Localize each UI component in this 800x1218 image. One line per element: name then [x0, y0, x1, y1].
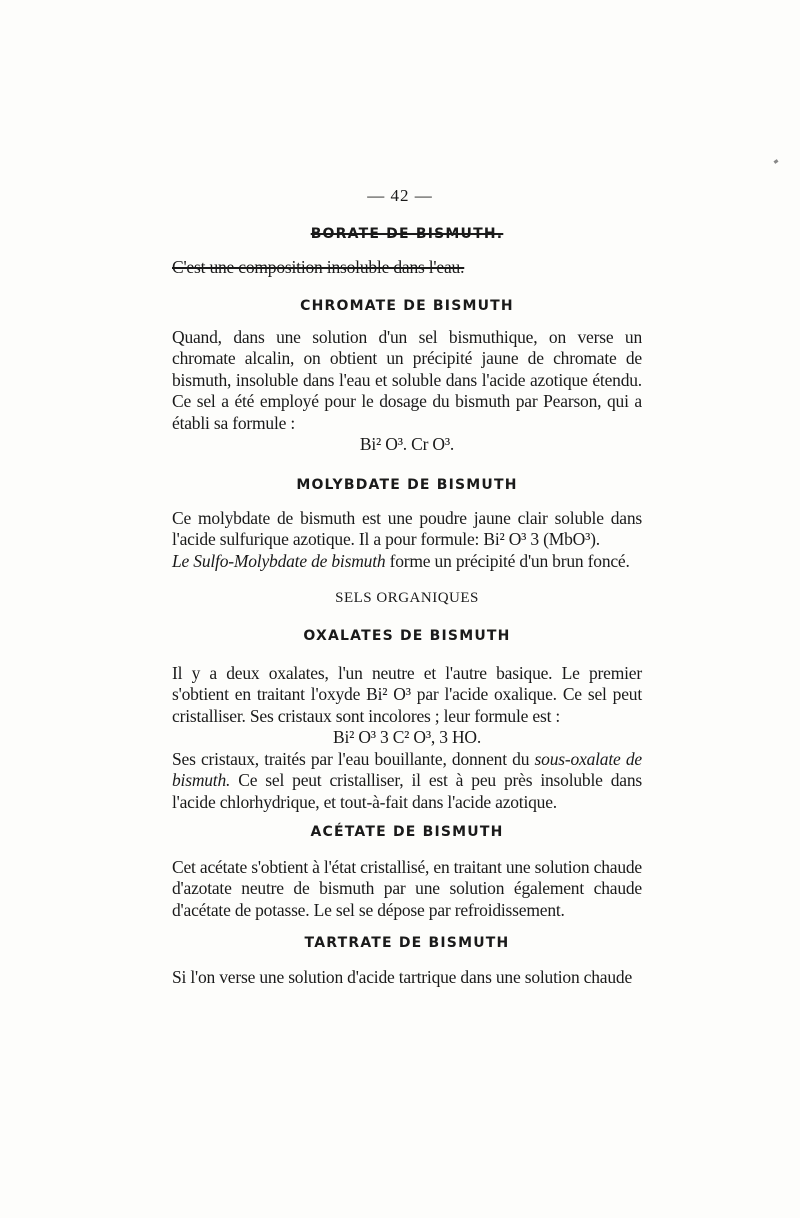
chromate-text: Quand, dans une solution d'un sel bismuthique, on verse un chromate alcalin, on obtient un précipité jaune de chromate de bismuth, insoluble dans l'eau et soluble dans l'acide azotique étendu. Ce sel a été employé pour le dosage du bismuth par Pearson, qui a établi sa formule :: [172, 326, 642, 433]
acetate-text: Cet acétate s'obtient à l'état cristallisé, en traitant une solution chaude d'azotate neutre de bismuth par une solution également chaude d'acétate de potasse. Le sel se dépose par refroidissement.: [172, 856, 642, 920]
heading-oxalates: OXALATES DE BISMUTH: [303, 628, 511, 644]
page-number: — 42 —: [367, 186, 433, 205]
section-oxalates: [172, 626, 642, 813]
heading-chromate: CHROMATE DE BISMUTH: [300, 298, 514, 314]
section-molybdate: [172, 475, 642, 572]
sulfo-molybdate-desc: forme un précipité d'un brun foncé.: [385, 550, 630, 571]
heading-acetate: ACÉTATE DE BISMUTH: [310, 824, 504, 840]
section-borate: [172, 224, 642, 246]
oxalates-text-2: [172, 749, 642, 814]
molybdate-text: Ce molybdate de bismuth est une poudre jaune clair soluble dans l'acide sulfurique azotique. Il a pour formule: Bi² O³ 3 (MbO³).: [172, 507, 642, 549]
section-organiques: [172, 588, 642, 610]
ink-speck: [774, 159, 779, 164]
oxalates-text-2b: Ce sel peut cristalliser, il est à peu près insoluble dans l'acide chlorhydrique, et tout-à-fait dans l'acide azotique.: [172, 770, 642, 812]
heading-tartrate: TARTRATE DE BISMUTH: [304, 935, 510, 951]
section-tartrate: [172, 933, 642, 988]
chromate-formula: Bi² O³. Cr O³.: [359, 434, 455, 454]
section-chromate: [172, 296, 642, 456]
section-borate-text: [172, 257, 642, 279]
section-acetate: [172, 822, 642, 921]
tartrate-text: Si l'on verse une solution d'acide tartrique dans une solution chaude: [172, 966, 633, 987]
oxalates-formula: Bi² O³ 3 C² O³, 3 HO.: [332, 727, 482, 747]
oxalates-text: Il y a deux oxalates, l'un neutre et l'autre basique. Le premier s'obtient en traitant l'oxyde Bi² O³ par l'acide oxalique. Ce sel peut cristalliser. Ses cristaux sont incolores ; leur formule est :: [172, 662, 642, 726]
sulfo-molybdate-name: Le Sulfo-Molybdate de bismuth: [172, 550, 386, 571]
borate-text: C'est une composition insoluble dans l'eau.: [172, 257, 465, 277]
sous-oxalate-name: sous-oxalate de bismuth.: [172, 748, 642, 790]
sulfo-molybdate-text: [172, 551, 642, 573]
heading-borate: BORATE DE BISMUTH.: [310, 226, 504, 242]
heading-organiques: SELS ORGANIQUES: [335, 590, 479, 606]
heading-molybdate: MOLYBDATE DE BISMUTH: [296, 477, 518, 493]
oxalates-text-2a: Ses cristaux, traités par l'eau bouillante, donnent du: [172, 748, 535, 769]
